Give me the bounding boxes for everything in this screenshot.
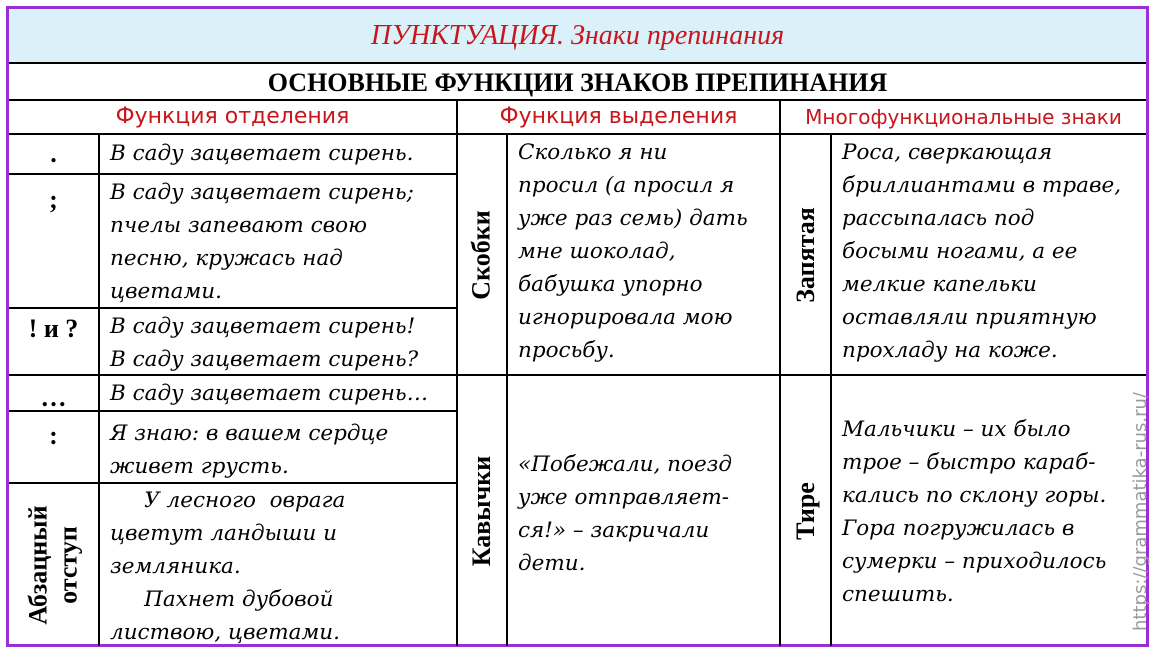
column-header-multifunctional: Многофункциональные знаки — [805, 104, 1122, 129]
sign-paragraph-indent: Абзацный отступ — [23, 505, 83, 625]
column-header-separation: Функция отделения — [115, 104, 350, 129]
example-brackets: Сколько я ни просил (а просил я уже раз семь) дать мне шоколад, бабушка упорно игнорировала мою просьбу. — [518, 140, 748, 363]
example-exclamation-question: В саду зацветает сирень! В саду зацветает сирень? — [110, 314, 419, 372]
page-title: ПУНКТУАЦИЯ. Знаки препинания — [9, 9, 1146, 64]
grid-line — [9, 99, 1146, 101]
sign-exclamation-question: ! и ? — [28, 314, 79, 343]
sign-quotes: Кавычки — [467, 455, 497, 567]
sign-comma: Запятая — [790, 206, 820, 303]
sign-colon: : — [49, 421, 58, 450]
sign-ellipsis: … — [40, 383, 67, 412]
column-header-highlighting: Функция выделения — [499, 104, 738, 129]
sign-semicolon: ; — [49, 185, 58, 214]
example-semicolon: В саду зацветает сирень; пчелы запевают свою песню, кружась над цветами. — [110, 180, 414, 304]
example-dash: Мальчики – их было трое – быстро караб- кались по склону горы. Гора погружилась в сумерки – приходилось спешить. — [842, 417, 1107, 607]
example-colon: Я знаю: в вашем сердце живет грусть. — [110, 421, 389, 479]
example-period: В саду зацветает сирень. — [110, 141, 414, 166]
example-quotes: «Побежали, поезд уже отправляет- ся!» – закричали дети. — [518, 452, 733, 576]
sign-brackets: Скобки — [467, 209, 496, 300]
grid-line — [9, 133, 1146, 135]
sign-period: . — [50, 139, 57, 168]
watermark: https://grammatika-rus.ru/ — [1129, 391, 1151, 631]
example-paragraph-indent: У лесного оврага цветут ландыши и земляника. Пахнет дубовой листвою, цветами. — [110, 488, 346, 645]
sign-dash: Тире — [790, 482, 820, 540]
table-title: ОСНОВНЫЕ ФУНКЦИИ ЗНАКОВ ПРЕПИНАНИЯ — [267, 68, 888, 97]
example-ellipsis: В саду зацветает сирень… — [110, 381, 429, 406]
example-comma: Роса, сверкающая бриллиантами в траве, рассыпалась под босыми ногами, а ее мелкие капельки оставляли приятную прохладу на коже. — [842, 140, 1122, 363]
